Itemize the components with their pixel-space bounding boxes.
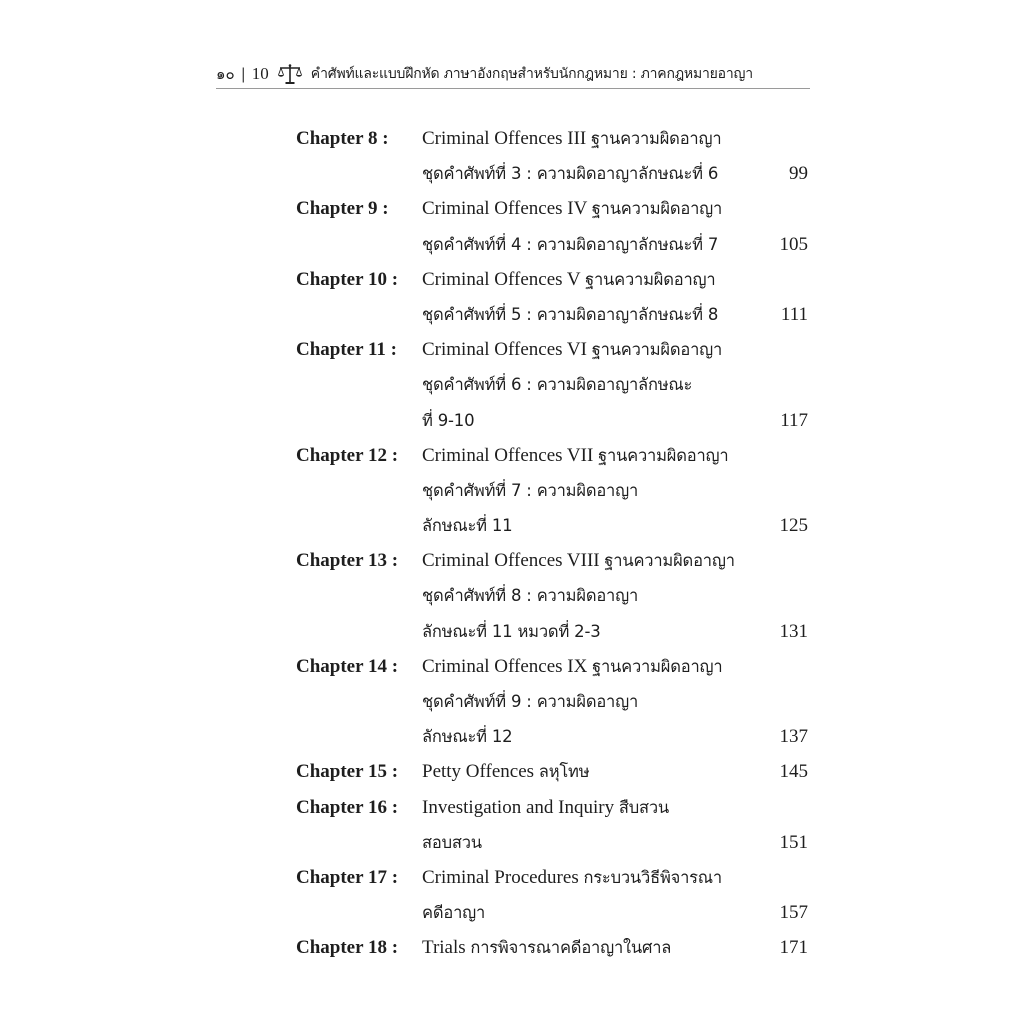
english-title: Petty Offences (422, 761, 539, 783)
thai-title: ชุดคำศัพท์ที่ 3 : ความผิดอาญาลักษณะที่ 6 (422, 164, 719, 184)
chapter-label: Chapter 13 : (296, 550, 399, 572)
toc-line (422, 156, 808, 191)
toc-line (422, 262, 808, 297)
entry-text (422, 614, 601, 649)
thai-title: ชุดคำศัพท์ที่ 8 : ความผิดอาญา (422, 586, 639, 606)
table-of-contents (296, 121, 808, 966)
page-number: 10 (251, 64, 269, 83)
thai-title: ฐานความผิดอาญา (585, 269, 716, 289)
header-separator: | (240, 65, 246, 83)
entry-lines (422, 191, 808, 261)
entry-lines (422, 438, 808, 544)
toc-line (422, 227, 808, 262)
toc-line (422, 825, 808, 860)
entry-text (422, 930, 671, 965)
entry-text (422, 895, 485, 930)
entry-text (422, 332, 722, 367)
thai-title: ชุดคำศัพท์ที่ 5 : ความผิดอาญาลักษณะที่ 8 (422, 304, 719, 324)
entry-lines (422, 121, 808, 191)
toc-line (422, 332, 808, 367)
thai-title: ฐานความผิดอาญา (604, 551, 735, 571)
toc-entry (296, 262, 808, 332)
english-title: Criminal Offences III (422, 128, 592, 149)
toc-entry (296, 754, 808, 789)
page-ref: 131 (779, 620, 808, 642)
thai-title: ลักษณะที่ 11 หมวดที่ 2-3 (422, 621, 601, 641)
entry-text (422, 438, 728, 473)
chapter-label: Chapter 12 : (296, 444, 399, 466)
chapter-label: Chapter 15 : (296, 761, 399, 783)
toc-entry (296, 332, 808, 438)
english-title: Criminal Offences IV (422, 198, 592, 220)
thai-title: การพิจารณาคดีอาญาในศาล (470, 938, 672, 958)
page-ref: 125 (779, 515, 808, 537)
entry-text (422, 191, 722, 226)
entry-text (422, 754, 589, 789)
thai-title: ชุดคำศัพท์ที่ 9 : ความผิดอาญา (422, 692, 639, 711)
page-ref: 145 (779, 761, 808, 783)
toc-line (422, 649, 808, 684)
thai-title: ลหุโทษ (538, 762, 590, 782)
toc-line (422, 297, 808, 332)
entry-text (422, 227, 718, 262)
toc-line (422, 614, 808, 649)
entry-lines (422, 543, 808, 649)
thai-title: ที่ 9-10 (422, 410, 475, 430)
scales-of-justice-icon (277, 63, 303, 85)
thai-title: ลักษณะที่ 12 (422, 727, 513, 747)
toc-line (422, 473, 808, 508)
thai-title: ชุดคำศัพท์ที่ 7 : ความผิดอาญา (422, 480, 639, 500)
entry-text (422, 543, 735, 578)
entry-text (422, 262, 715, 297)
chapter-label: Chapter 11 : (296, 339, 397, 361)
entry-lines (422, 790, 808, 860)
thai-title: คดีอาญา (422, 903, 486, 923)
english-title: Criminal Offences VII (422, 444, 599, 466)
thai-title: ชุดคำศัพท์ที่ 4 : ความผิดอาญาลักษณะที่ 7 (422, 234, 719, 254)
english-title: Trials (422, 937, 471, 959)
entry-text (422, 825, 482, 860)
chapter-label: Chapter 9 : (296, 198, 389, 220)
entry-text (422, 367, 692, 402)
toc-line (422, 754, 808, 789)
toc-entry (296, 438, 808, 544)
thai-title: ฐานความผิดอาญา (598, 445, 729, 465)
toc-line (422, 895, 808, 930)
chapter-label: Chapter 10 : (296, 268, 399, 290)
entry-text (422, 649, 722, 684)
toc-entry (296, 649, 808, 755)
english-title: Criminal Offences VI (422, 339, 592, 361)
toc-line (422, 403, 808, 438)
entry-lines (422, 754, 808, 789)
page-ref: 99 (789, 163, 808, 185)
toc-line (422, 578, 808, 613)
english-title: Criminal Offences V (422, 268, 586, 290)
thai-title: ฐานความผิดอาญา (591, 129, 722, 148)
english-title: Investigation and Inquiry (422, 796, 619, 818)
entry-lines (422, 930, 808, 965)
toc-entry (296, 790, 808, 860)
chapter-label: Chapter 17 : (296, 866, 399, 888)
entry-text (422, 473, 638, 508)
entry-text (422, 719, 512, 754)
english-title: Criminal Offences VIII (422, 550, 605, 572)
entry-lines (422, 262, 808, 332)
toc-entry (296, 121, 808, 191)
entry-text (422, 508, 512, 543)
page-ref: 171 (779, 937, 808, 959)
toc-line (422, 543, 808, 578)
chapter-label: Chapter 18 : (296, 937, 399, 959)
entry-text (422, 121, 721, 156)
page-ref: 151 (779, 831, 808, 853)
toc-entry (296, 543, 808, 649)
entry-lines (422, 332, 808, 438)
entry-lines (422, 860, 808, 930)
toc-entry (296, 860, 808, 930)
thai-title: ลักษณะที่ 11 (422, 516, 513, 536)
thai-title: ชุดคำศัพท์ที่ 6 : ความผิดอาญาลักษณะ (422, 375, 693, 395)
entry-text (422, 297, 718, 332)
entry-text (422, 403, 474, 438)
entry-lines (422, 649, 808, 755)
toc-line (422, 508, 808, 543)
entry-text (422, 156, 718, 191)
running-header (216, 60, 810, 89)
toc-line (422, 367, 808, 402)
entry-text (422, 684, 638, 719)
toc-line (422, 684, 808, 719)
page-ref: 137 (779, 726, 808, 748)
thai-title: สอบสวน (422, 832, 482, 852)
thai-title: ฐานความผิดอาญา (592, 656, 723, 676)
toc-line (422, 438, 808, 473)
chapter-label: Chapter 14 : (296, 655, 399, 677)
toc-line (422, 860, 808, 895)
book-title: คำศัพท์และแบบฝึกหัด ภาษาอังกฤษสำหรับนักกฎหมาย : ภาคกฎหมายอาญา (310, 66, 753, 82)
toc-line (422, 930, 808, 965)
toc-line (422, 191, 808, 226)
thai-title: ฐานความผิดอาญา (591, 340, 723, 360)
entry-text (422, 790, 669, 825)
thai-page-number: ๑๐ (216, 65, 235, 83)
page-ref: 105 (779, 233, 808, 255)
page-ref: 117 (780, 409, 808, 431)
thai-title: กระบวนวิธีพิจารณา (583, 867, 722, 887)
chapter-label: Chapter 16 : (296, 796, 399, 818)
entry-text (422, 860, 722, 895)
chapter-label: Chapter 8 : (296, 128, 389, 149)
toc-entry (296, 930, 808, 965)
thai-title: สืบสวน (618, 797, 669, 817)
toc-line (422, 790, 808, 825)
page-ref: 157 (779, 902, 808, 924)
thai-title: ฐานความผิดอาญา (591, 199, 723, 219)
english-title: Criminal Procedures (422, 866, 584, 888)
entry-text (422, 578, 638, 613)
toc-entry (296, 191, 808, 261)
toc-line (422, 719, 808, 754)
page-ref: 111 (780, 303, 808, 325)
english-title: Criminal Offences IX (422, 655, 593, 677)
toc-line (422, 121, 808, 156)
